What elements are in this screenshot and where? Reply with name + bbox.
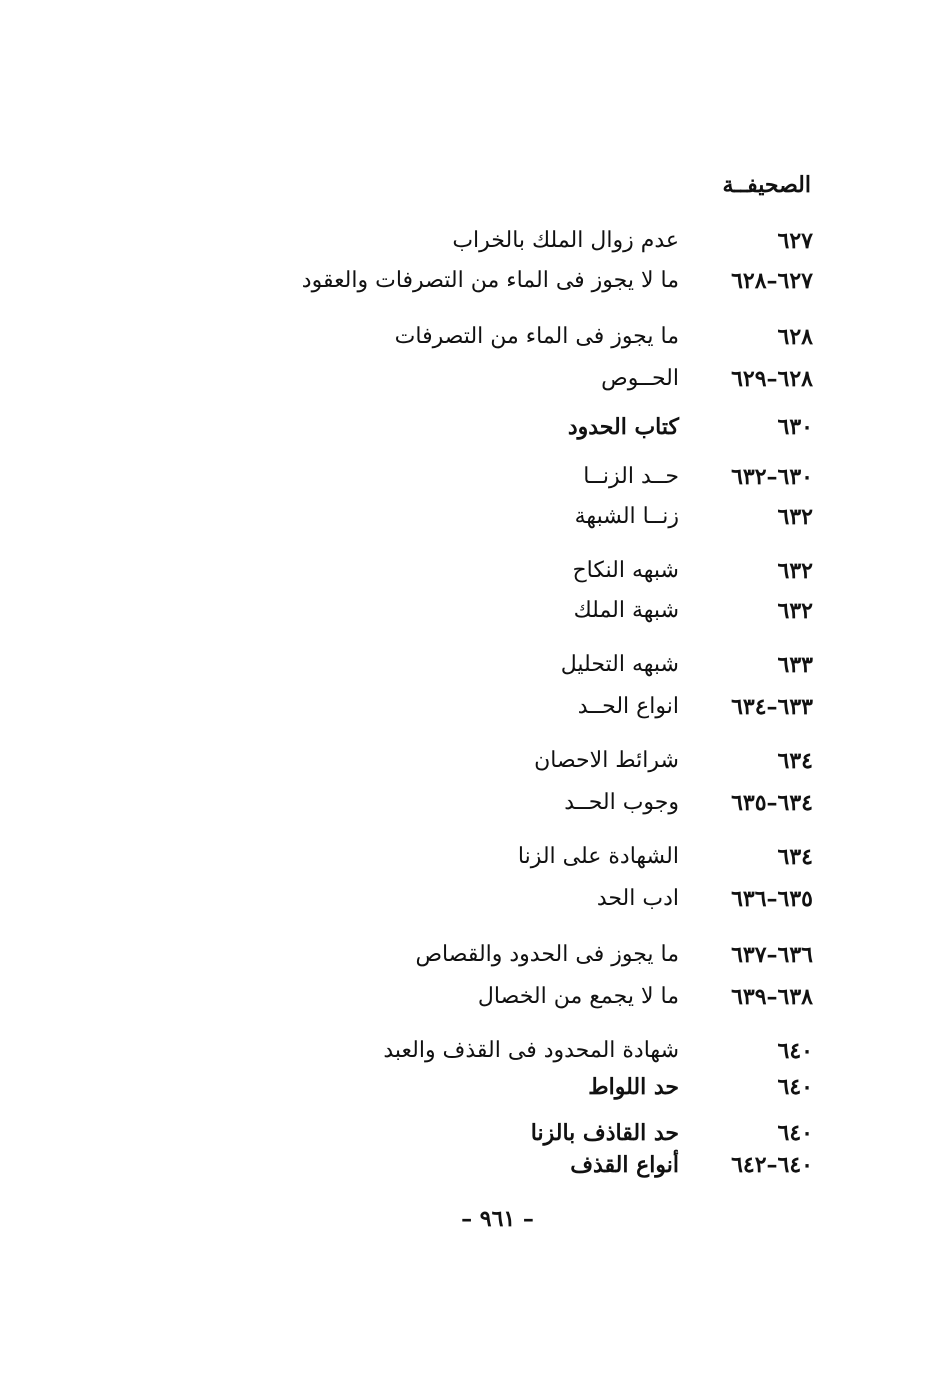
entry-title: عدم زوال الملك بالخراب (452, 228, 679, 253)
index-entry (0, 268, 925, 302)
index-entry (0, 504, 925, 538)
entry-page-number: ٦٢٨ (777, 324, 813, 350)
index-entry (0, 984, 925, 1018)
entry-page-number: ٦٣٠ (777, 414, 813, 440)
entry-page-number: ٦٢٧–٦٢٨ (731, 268, 813, 294)
index-entry (0, 1038, 925, 1072)
entry-title: ما لا يجوز فى الماء من التصرفات والعقود (301, 268, 679, 293)
index-entry (0, 1074, 925, 1108)
index-entry (0, 366, 925, 400)
index-entry (0, 1120, 925, 1154)
entry-title: شهادة المحدود فى القذف والعبد (383, 1038, 679, 1063)
entry-title: شبهة الملك (573, 598, 679, 623)
page-footer (0, 1206, 925, 1232)
entry-title: حد القاذف بالزنا (530, 1120, 679, 1146)
index-entry (0, 414, 925, 448)
index-entry (0, 324, 925, 358)
entry-page-number: ٦٣٤ (777, 748, 813, 774)
index-entry (0, 942, 925, 976)
entry-page-number: ٦٣٢ (777, 558, 813, 584)
index-entry (0, 844, 925, 878)
entry-page-number: ٦٢٧ (777, 228, 813, 254)
entry-page-number: ٦٣٨–٦٣٩ (731, 984, 813, 1010)
entry-page-number: ٦٣٢ (777, 598, 813, 624)
entry-page-number: ٦٣٠–٦٣٢ (731, 464, 813, 490)
entry-title: الحــوص (601, 366, 679, 391)
entry-title: وجوب الحــد (564, 790, 679, 815)
entry-page-number: ٦٤٠ (777, 1120, 813, 1146)
entry-page-number: ٦٣٤–٦٣٥ (731, 790, 813, 816)
entry-title: شبهه التحليل (560, 652, 679, 677)
entry-title: ما يجوز فى الحدود والقصاص (415, 942, 679, 967)
index-entry (0, 652, 925, 686)
entry-page-number: ٦٣٣ (777, 652, 813, 678)
entry-title: انواع الحــد (577, 694, 679, 719)
entry-title: كتاب الحدود (567, 414, 679, 440)
entry-title: حــد الزنــا (583, 464, 679, 489)
entry-page-number: ٦٣٤ (777, 844, 813, 870)
entry-page-number: ٦٣٥–٦٣٦ (731, 886, 813, 912)
entry-title: أنواع القذف (570, 1152, 679, 1178)
index-entry (0, 464, 925, 498)
page-column-header: الصحيفــة (722, 172, 811, 198)
entry-page-number: ٦٣٣–٦٣٤ (731, 694, 813, 720)
index-entry (0, 558, 925, 592)
index-entry (0, 1152, 925, 1186)
index-entry (0, 694, 925, 728)
entry-title: الشهادة على الزنا (517, 844, 679, 869)
page-number: – ٩٦١ – (461, 1206, 534, 1232)
entry-title: شبهه النكاح (572, 558, 679, 583)
index-entry (0, 790, 925, 824)
entry-title: ما لا يجمع من الخصال (477, 984, 679, 1009)
entry-title: حد اللواط (588, 1074, 679, 1100)
entry-page-number: ٦٤٠ (777, 1038, 813, 1064)
entry-title: ادب الحد (596, 886, 679, 911)
entry-title: شرائط الاحصان (534, 748, 679, 773)
index-entry (0, 886, 925, 920)
index-entry (0, 228, 925, 262)
entry-title: زنــا الشبهة (574, 504, 679, 529)
entry-page-number: ٦٣٢ (777, 504, 813, 530)
entry-page-number: ٦٣٦–٦٣٧ (731, 942, 813, 968)
entry-title: ما يجوز فى الماء من التصرفات (394, 324, 679, 349)
index-entry (0, 598, 925, 632)
entry-page-number: ٦٤٠–٦٤٢ (731, 1152, 813, 1178)
entry-page-number: ٦٢٨–٦٢٩ (731, 366, 813, 392)
index-entry (0, 748, 925, 782)
entry-page-number: ٦٤٠ (777, 1074, 813, 1100)
